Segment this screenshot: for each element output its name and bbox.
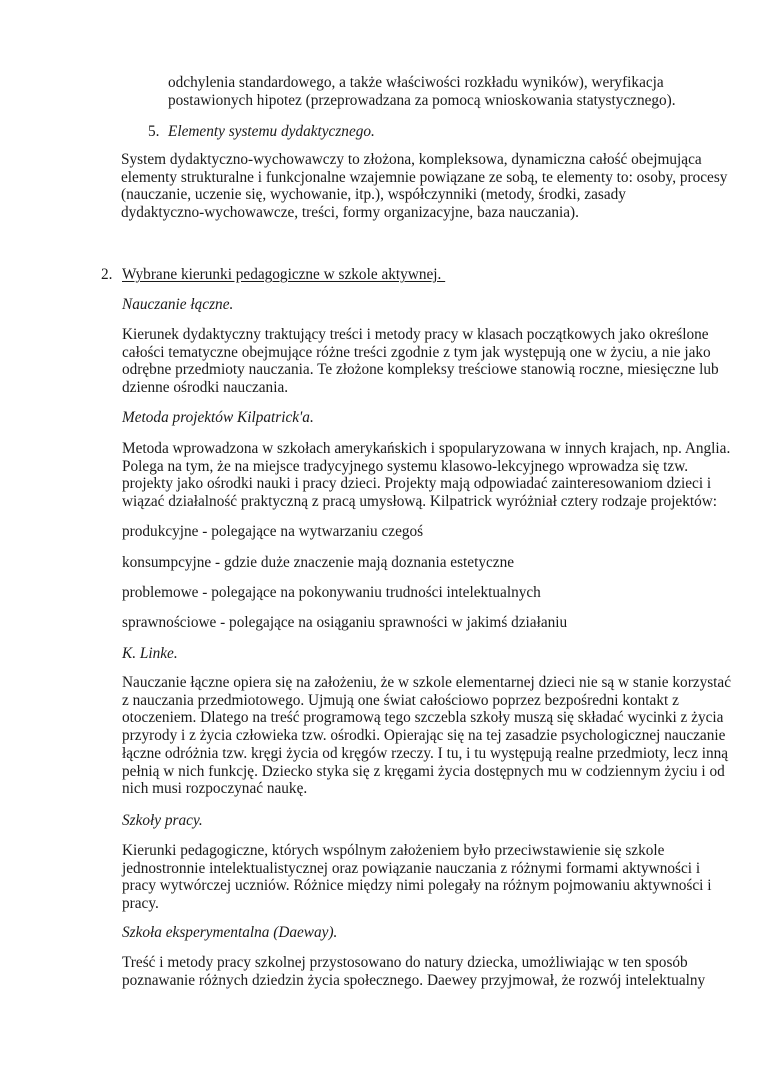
text-line: przyrody i z życia człowieka tzw. ośrodki. Opierając się na tej zasadzie psychologicznej nauczanie [122, 727, 726, 745]
list-number-5: 5. [148, 123, 160, 140]
text-line: elementy strukturalne i funkcjonalne wzajemnie powiązane ze sobą, te elementy to: osoby, procesy [121, 168, 728, 186]
heading-nauczanie-laczne: Nauczanie łączne. [122, 296, 234, 313]
paragraph-kierunek [122, 326, 719, 397]
heading-elementy-systemu: Elementy systemu dydaktycznego. [168, 123, 375, 140]
paragraph-previous-continuation [168, 74, 676, 109]
project-type-problemowe: problemowe - polegające na pokonywaniu trudności intelektualnych [122, 584, 541, 601]
paragraph-linke [122, 674, 731, 798]
text-line: dzienne ośrodki nauczania. [122, 379, 289, 397]
text-line: odchylenia standardowego, a także właściwości rozkładu wyników), weryfikacja [168, 74, 664, 91]
text-line: System dydaktyczno-wychowawczy to złożona, kompleksowa, dynamiczna całość obejmująca [121, 151, 702, 168]
text-line: jednostronnie intelektualistycznej oraz powiązanie nauczania z różnymi formami aktywności i [122, 859, 701, 877]
text-line: pracy. [122, 895, 159, 913]
text-line: dydaktyczno-wychowawcze, treści, formy organizacyjne, baza nauczania). [121, 204, 579, 222]
text-line: projekty jako ośrodki nauki i pracy dzieci. Projekty mają odpowiadać zainteresowaniom dzieci i [122, 475, 712, 493]
text-line: pełnią w nich funkcję. Dziecko styka się z kręgami życia dostępnych mu w codziennym życiu i od [122, 762, 725, 780]
text-line: Treść i metody pracy szkolnej przystosowano do natury dziecka, umożliwiając w ten sposób [122, 954, 688, 971]
text-line: nich musi rozpoczynać naukę. [122, 780, 308, 798]
text-line: Nauczanie łączne opiera się na założeniu, że w szkole elementarnej dzieci nie są w stanie korzystać [122, 674, 732, 691]
text-line: poznawanie różnych dziedzin życia społecznego. Daewey przyjmował, że rozwój intelektualny [122, 971, 706, 989]
paragraph-daeway [122, 954, 705, 989]
heading-szkoly-pracy: Szkoły pracy. [122, 812, 203, 829]
text-line: łączne odróżnia tzw. kręgi życia od kręgów rzeczy. I tu, i tu występują realne przedmioty, lecz inną [122, 744, 729, 762]
text-line: pracy wytwórczej uczniów. Różnice między nimi polegały na różnym pojmowaniu aktywności i [122, 877, 712, 895]
paragraph-system [121, 151, 727, 222]
text-line: otoczeniem. Dlatego na treść programową tego szczebla szkoły muszą się składać wycinki z życia [122, 709, 724, 727]
project-type-sprawnosciowe: sprawnościowe - polegające na osiąganiu sprawności w jakimś działaniu [122, 614, 568, 631]
heading-szkola-eksperymentalna: Szkoła eksperymentalna (Daeway). [122, 924, 338, 941]
text-line: Metoda wprowadzona w szkołach amerykańskich i spopularyzowana w innych krajach, np. Anglia. [122, 440, 731, 457]
text-line: (nauczanie, uczenie się, wychowanie, itp.), współczynniki (metody, środki, zasady [121, 186, 626, 204]
text-line: Polega na tym, że na miejsce tradycyjnego systemu klasowo-lekcyjnego wprowadza się tzw. [122, 457, 689, 475]
paragraph-szkoly-pracy [122, 842, 711, 913]
text-line: całości tematyczne obejmujące różne treści zgodnie z tym jak występują one w życiu, a nie jako [122, 343, 711, 361]
paragraph-metoda [122, 440, 730, 511]
text-line: odrębne przedmioty nauczania. Te złożone kompleksy treściowe stanowią roczne, miesięczne lub [122, 361, 719, 379]
heading-linke: K. Linke. [122, 645, 178, 662]
text-line: postawionych hipotez (przeprowadzana za pomocą wnioskowania statystycznego). [168, 91, 676, 109]
section-number-2: 2. [101, 266, 113, 283]
project-type-konsumpcyjne: konsumpcyjne - gdzie duże znaczenie mają doznania estetyczne [122, 554, 515, 571]
heading-metoda-projektow: Metoda projektów Kilpatrick'a. [122, 409, 314, 426]
text-line: wiązać działalność praktyczną z pracą umysłową. Kilpatrick wyróżniał cztery rodzaje projektów: [122, 493, 718, 511]
text-line: z nauczania przedmiotowego. Ujmują one świat całościowo poprzez bezpośredni kontakt z [122, 691, 679, 709]
text-line: Kierunki pedagogiczne, których wspólnym założeniem było przeciwstawienie się szkole [122, 842, 665, 859]
section-heading-kierunki: Wybrane kierunki pedagogiczne w szkole aktywnej. [122, 266, 446, 283]
text-line: Kierunek dydaktyczny traktujący treści i metody pracy w klasach początkowych jako określone [122, 326, 709, 343]
project-type-produkcyjne: produkcyjne - polegające na wytwarzaniu czegoś [122, 523, 424, 540]
